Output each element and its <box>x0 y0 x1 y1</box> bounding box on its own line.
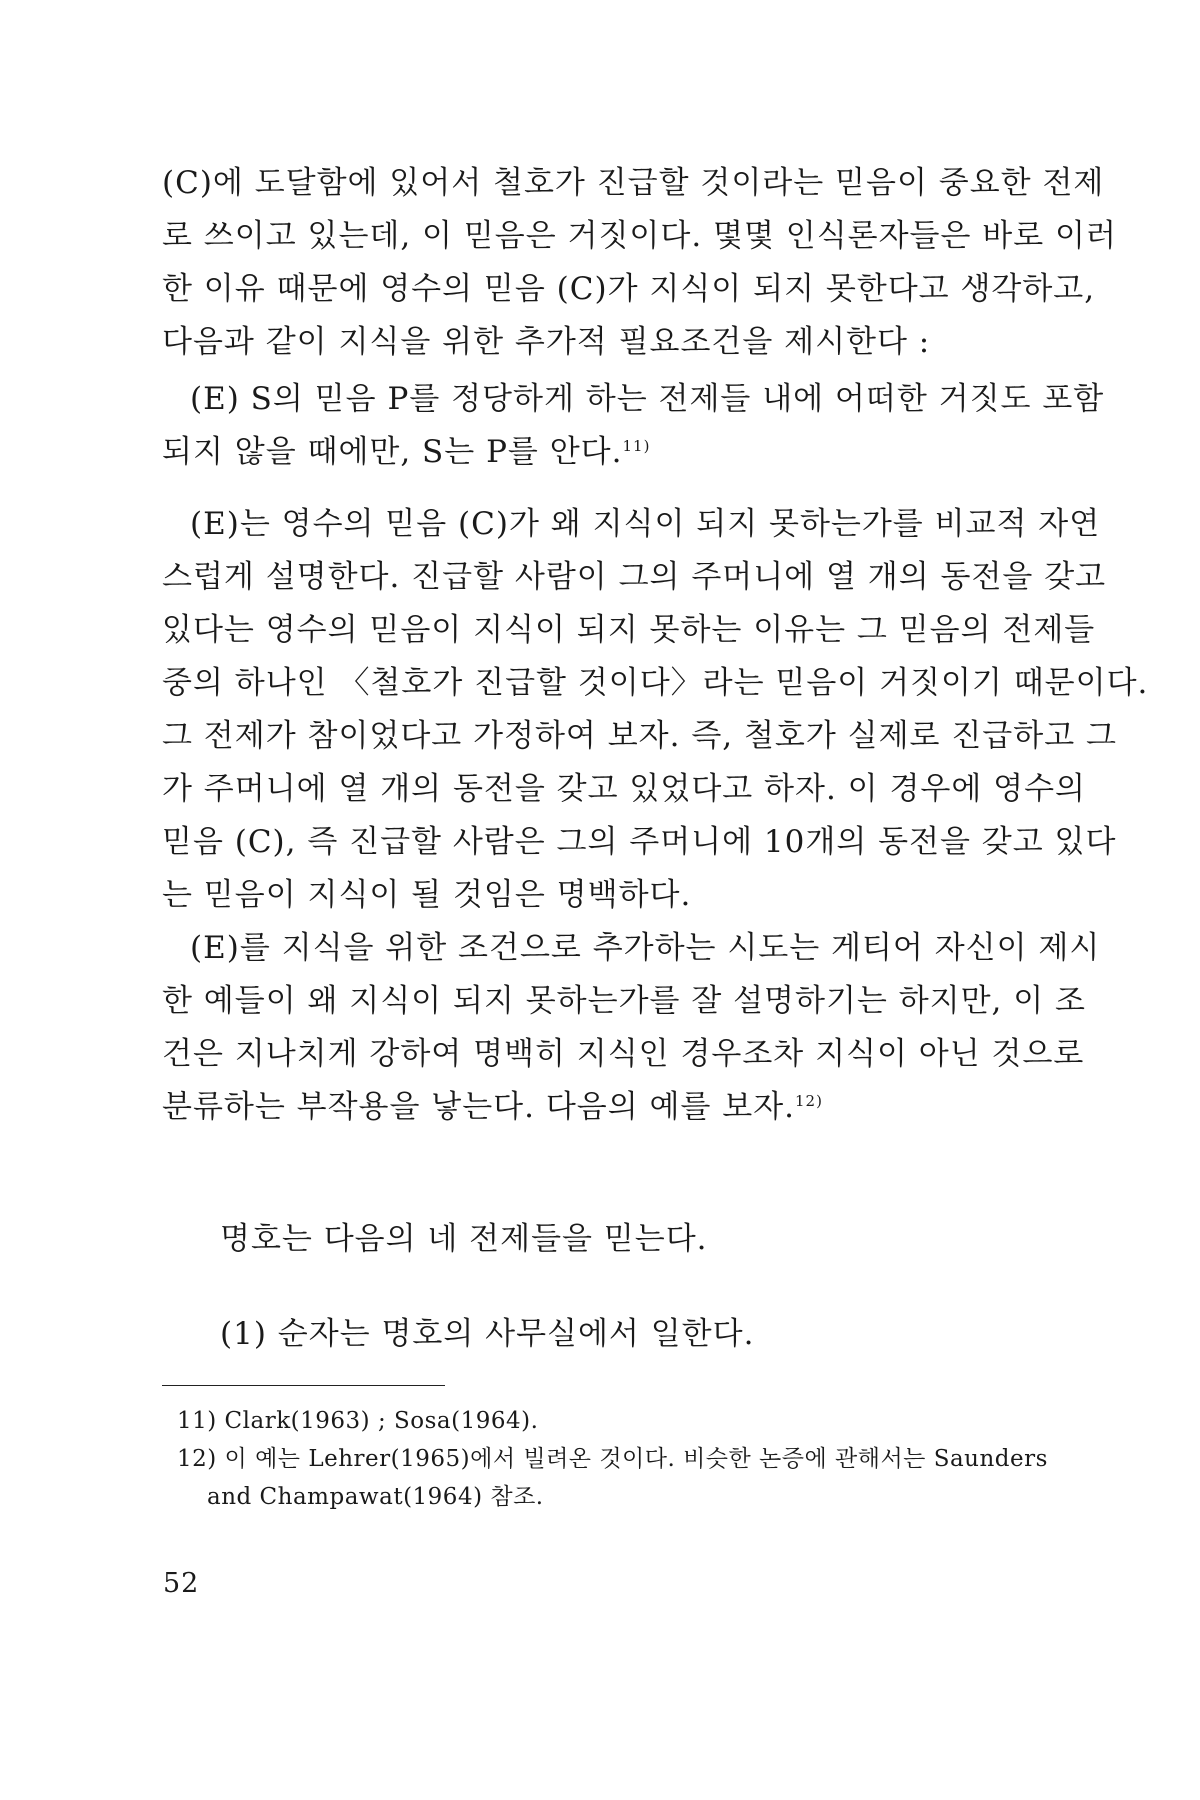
footnote-ref-11[interactable]: 11) <box>622 437 651 455</box>
text-line: 스럽게 설명한다. 진급할 사람이 그의 주머니에 열 개의 동전을 갖고 <box>162 559 1107 595</box>
paragraph-4 <box>162 922 1101 1134</box>
footnote-ref-12[interactable]: 12) <box>795 1092 823 1110</box>
text-line: 분류하는 부작용을 낳는다. 다음의 예를 보자. <box>162 1089 796 1125</box>
footnote-12: 12) 이 예는 Lehrer(1965)에서 빌려온 것이다. 비슷한 논증에 관해서는 Saunders <box>177 1446 1048 1472</box>
paragraph-3 <box>162 498 1149 922</box>
paragraph-1 <box>162 157 1117 369</box>
text-line-with-footnote <box>162 426 1022 479</box>
footnote-11: 11) Clark(1963) ; Sosa(1964). <box>177 1408 539 1434</box>
paragraph-2-condition-e <box>162 373 1105 479</box>
text-line-with-footnote <box>162 1081 1022 1134</box>
text-line: (E) S의 믿음 P를 정당하게 하는 전제들 내에 어떠한 거짓도 포함 <box>190 381 1105 417</box>
text-line: 로 쓰이고 있는데, 이 믿음은 거짓이다. 몇몇 인식론자들은 바로 이러 <box>162 218 1117 254</box>
text-line: 그 전제가 참이었다고 가정하여 보자. 즉, 철호가 실제로 진급하고 그 <box>162 718 1117 754</box>
text-line: 건은 지나치게 강하여 명백히 지식인 경우조차 지식이 아닌 것으로 <box>162 1036 1085 1072</box>
page-number: 52 <box>163 1568 200 1599</box>
footnote-divider <box>162 1385 445 1386</box>
text-line: 한 예들이 왜 지식이 되지 못하는가를 잘 설명하기는 하지만, 이 조 <box>162 983 1086 1019</box>
text-line: (E)는 영수의 믿음 (C)가 왜 지식이 되지 못하는가를 비교적 자연 <box>190 506 1101 542</box>
text-line: 다음과 같이 지식을 위한 추가적 필요조건을 제시한다 : <box>162 324 931 360</box>
footnotes <box>177 1402 1048 1516</box>
text-line: 한 이유 때문에 영수의 믿음 (C)가 지식이 되지 못한다고 생각하고, <box>162 271 1096 307</box>
text-line: (1) 순자는 명호의 사무실에서 일한다. <box>220 1316 755 1352</box>
text-line: (E)를 지식을 위한 조건으로 추가하는 시도는 게티어 자신이 제시 <box>190 930 1101 966</box>
text-line: 있다는 영수의 믿음이 지식이 되지 못하는 이유는 그 믿음의 전제들 <box>162 612 1096 648</box>
text-line: 믿음 (C), 즉 진급할 사람은 그의 주머니에 10개의 동전을 갖고 있다 <box>162 824 1117 860</box>
text-line: 명호는 다음의 네 전제들을 믿는다. <box>220 1221 708 1257</box>
paragraph-5 <box>220 1213 1020 1266</box>
text-line: (C)에 도달함에 있어서 철호가 진급할 것이라는 믿음이 중요한 전제 <box>162 165 1105 201</box>
text-line: 중의 하나인 〈철호가 진급할 것이다〉라는 믿음이 거짓이기 때문이다. <box>162 665 1149 701</box>
text-line: 가 주머니에 열 개의 동전을 갖고 있었다고 하자. 이 경우에 영수의 <box>162 771 1086 807</box>
text-line: 는 믿음이 지식이 될 것임은 명백하다. <box>162 877 692 913</box>
premise-1 <box>220 1308 1020 1361</box>
footnote-12-continuation: and Champawat(1964) 참조. <box>207 1484 544 1510</box>
text-line: 되지 않을 때에만, S는 P를 안다. <box>162 434 623 470</box>
